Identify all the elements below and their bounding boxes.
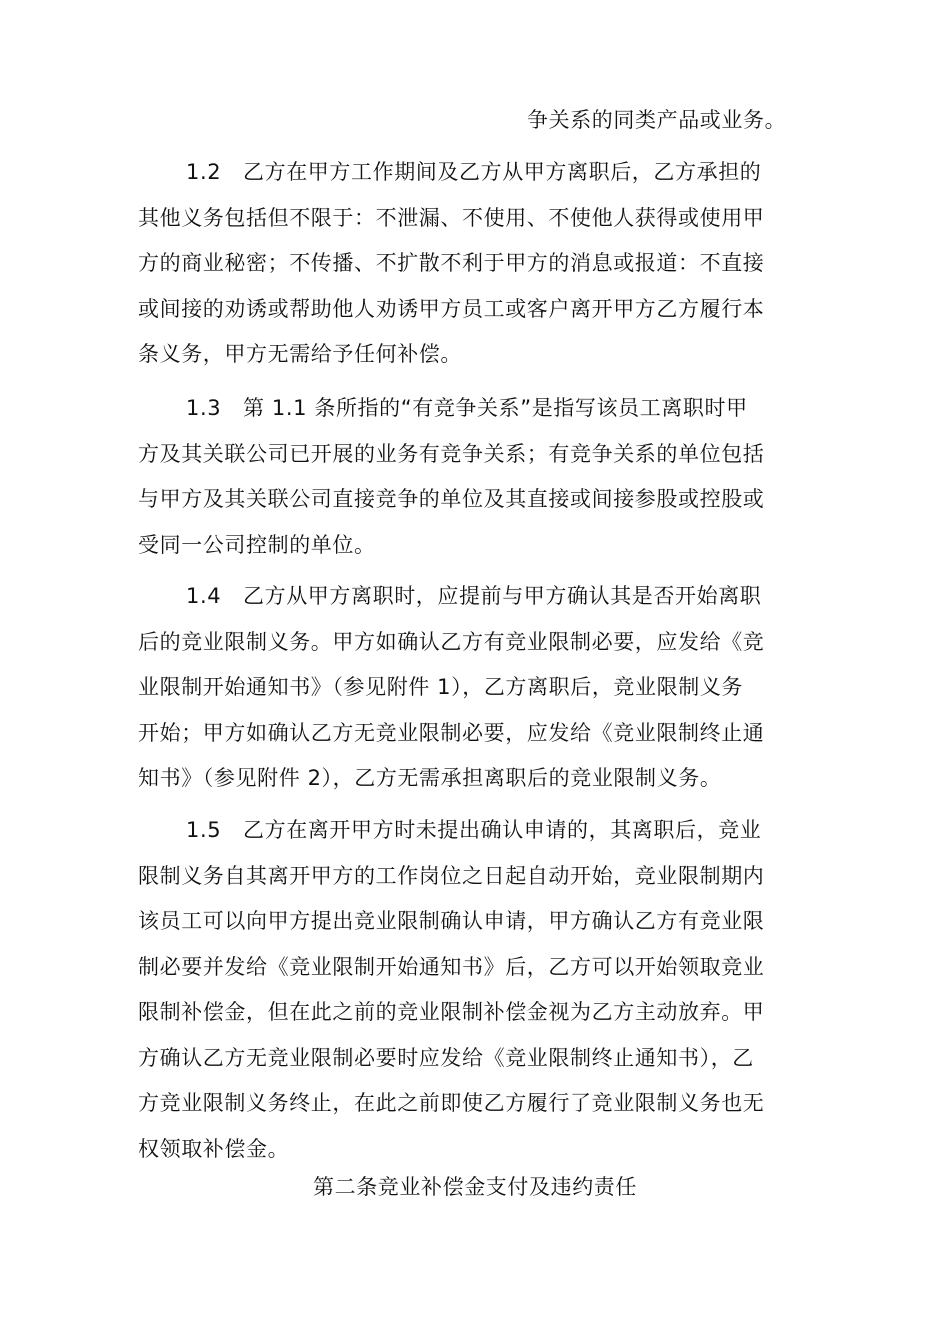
clause-text: 条义务，甲方无需给予任何补偿。 <box>138 342 462 366</box>
clause-number: 1.5 <box>186 818 222 842</box>
clause-text: 乙方在离开甲方时未提出确认申请的，其离职后，竞业 <box>243 818 762 842</box>
clause-1-3 <box>138 386 818 568</box>
clause-text: 或间接的劝诱或帮助他人劝诱甲方员工或客户离开甲方乙方履行本 <box>138 296 765 321</box>
clause-text: 业限制开始通知书》（参见附件 1），乙方离职后，竞业限制义务 <box>138 675 744 699</box>
clause-text: 知书》（参见附件 2），乙方无需承担离职后的竞业限制义务。 <box>138 766 722 790</box>
clause-first-line <box>138 574 818 620</box>
clause-text: 后的竞业限制义务。甲方如确认乙方有竞业限制必要，应发给《竞 <box>138 629 765 654</box>
clause-1-2 <box>138 150 818 378</box>
clause-text: 限制义务自其离开甲方的工作岗位之日起自动开始，竞业限制期内 <box>138 863 765 888</box>
clause-first-line <box>138 808 818 854</box>
clause-number: 1.2 <box>186 160 222 184</box>
section-heading: 第二条竞业补偿金支付及违约责任 <box>313 1175 637 1199</box>
clause-text: 制必要并发给《竞业限制开始通知书》后，乙方可以开始领取竞业 <box>138 954 765 979</box>
clause-text: 第 1.1 条所指的“有竞争关系”是指写该员工离职时甲 <box>243 396 748 420</box>
clause-text: 乙方在甲方工作期间及乙方从甲方离职后，乙方承担的 <box>243 160 762 184</box>
clause-text: 限制补偿金，但在此之前的竞业限制补偿金视为乙方主动放弃。甲 <box>138 1000 765 1024</box>
clause-text: 方竞业限制义务终止，在此之前即使乙方履行了竞业限制义务也无 <box>138 1091 765 1115</box>
clause-text: 方确认乙方无竞业限制必要时应发给《竞业限制终止通知书），乙 <box>138 1045 754 1070</box>
clause-text: 与甲方及其关联公司直接竞争的单位及其直接或间接参股或控股或 <box>138 487 765 511</box>
clause-text: 开始；甲方如确认乙方无竞业限制必要，应发给《竞业限制终止通 <box>138 720 765 745</box>
clause-text: 权领取补偿金。 <box>138 1136 290 1161</box>
clause-1-4 <box>138 574 818 802</box>
clause-first-line <box>138 386 818 432</box>
clause-text: 方及其关联公司已开展的业务有竞争关系；有竞争关系的单位包括 <box>138 441 765 466</box>
continued-text-line: 争关系的同类产品或业务。 <box>527 108 787 132</box>
clause-text: 其他义务包括但不限于：不泄漏、不使用、不使他人获得或使用甲 <box>138 205 765 230</box>
clause-number: 1.4 <box>186 584 222 608</box>
clause-text: 受同一公司控制的单位。 <box>138 532 376 557</box>
clause-text: 该员工可以向甲方提出竞业限制确认申请，甲方确认乙方有竞业限 <box>138 909 765 933</box>
clause-text: 方的商业秘密；不传播、不扩散不利于甲方的消息或报道：不直接 <box>138 251 765 275</box>
clause-number: 1.3 <box>186 396 222 420</box>
clause-1-5 <box>138 808 818 1172</box>
clause-first-line <box>138 150 818 196</box>
clause-text: 乙方从甲方离职时，应提前与甲方确认其是否开始离职 <box>243 584 762 608</box>
